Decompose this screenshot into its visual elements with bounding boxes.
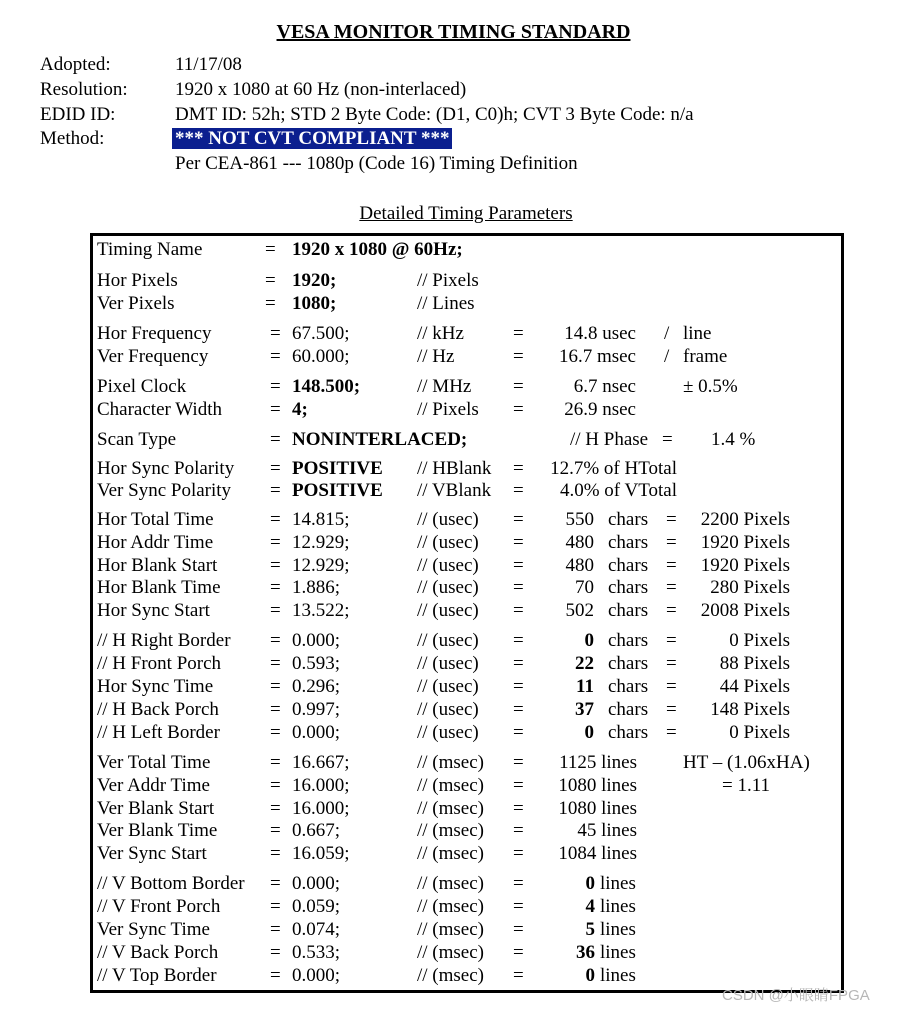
- row-unit: // (msec): [417, 873, 485, 894]
- eq-sign: =: [270, 775, 281, 796]
- row-label: // H Right Border: [97, 630, 231, 651]
- row-value: 0.997;: [292, 699, 341, 720]
- h-phase-value: 1.4 %: [711, 429, 756, 450]
- row-label: Ver Sync Start: [97, 843, 207, 864]
- lines-label: lines: [600, 896, 636, 917]
- row-value: 12.929;: [292, 532, 350, 553]
- vt-note: HT – (1.06xHA): [683, 752, 810, 773]
- row-value: 12.929;: [292, 555, 350, 576]
- row-chars: 480: [565, 532, 594, 553]
- row-label: Ver Addr Time: [97, 775, 210, 796]
- row-lines: 1080 lines: [558, 775, 637, 796]
- row-value: 14.815;: [292, 509, 350, 530]
- row-chars: 37: [575, 699, 594, 720]
- eq-sign: =: [666, 577, 677, 598]
- row-period: 16.7 msec: [558, 346, 636, 367]
- row-unit: // (msec): [417, 775, 485, 796]
- eq-sign: =: [666, 532, 677, 553]
- row-chars: 480: [565, 555, 594, 576]
- row-unit: // (msec): [417, 843, 485, 864]
- scan-type-value: NONINTERLACED;: [292, 429, 468, 450]
- chars-label: chars: [608, 509, 649, 530]
- eq-sign: =: [513, 965, 524, 986]
- row-pixels: 148 Pixels: [710, 699, 790, 720]
- eq-sign: =: [666, 676, 677, 697]
- eq-sign: =: [513, 555, 524, 576]
- row-lines: 1125 lines: [559, 752, 637, 773]
- adopted-value: 11/17/08: [175, 54, 242, 75]
- row-pixels: 1920 Pixels: [700, 555, 790, 576]
- row-value: 0.000;: [292, 630, 341, 651]
- eq-sign: =: [513, 722, 524, 743]
- row-label: Hor Sync Time: [97, 676, 214, 697]
- row-period: 6.7 nsec: [573, 376, 636, 397]
- eq-sign: =: [265, 293, 276, 314]
- eq-sign: =: [513, 509, 524, 530]
- resolution-value: 1920 x 1080 at 60 Hz (non-interlaced): [175, 79, 467, 100]
- row-chars: 550: [565, 509, 594, 530]
- eq-sign: =: [513, 653, 524, 674]
- row-chars: 502: [565, 600, 594, 621]
- row-value: 0.000;: [292, 722, 341, 743]
- row-unit: // (usec): [417, 555, 479, 576]
- row-label: Hor Sync Start: [97, 600, 210, 621]
- adopted-label: Adopted:: [40, 54, 111, 75]
- row-unit: // (usec): [417, 699, 479, 720]
- eq-sign: =: [270, 532, 281, 553]
- section-subtitle: Detailed Timing Parameters: [359, 203, 573, 224]
- row-value: POSITIVE: [292, 480, 383, 501]
- eq-sign: =: [513, 798, 524, 819]
- row-value: 16.667;: [292, 752, 350, 773]
- slash: /: [664, 323, 670, 344]
- eq-sign: =: [513, 376, 524, 397]
- row-chars: 70: [575, 577, 594, 598]
- row-value: 0.000;: [292, 873, 341, 894]
- row-value: 0.000;: [292, 965, 341, 986]
- row-value: POSITIVE: [292, 458, 383, 479]
- row-label: Ver Total Time: [97, 752, 211, 773]
- eq-sign: =: [270, 676, 281, 697]
- lines-label: lines: [600, 942, 636, 963]
- row-unit: // Lines: [417, 293, 475, 314]
- row-lines: 45 lines: [577, 820, 637, 841]
- row-unit: // HBlank: [417, 458, 492, 479]
- row-unit: // (msec): [417, 896, 485, 917]
- eq-sign: =: [270, 458, 281, 479]
- row-unit: // (msec): [417, 919, 485, 940]
- scan-type-label: Scan Type: [97, 429, 177, 450]
- row-value: 0.074;: [292, 919, 341, 940]
- row-pixels: 1920 Pixels: [700, 532, 790, 553]
- row-period: 14.8 usec: [564, 323, 636, 344]
- eq-sign: =: [270, 323, 281, 344]
- row-value: 0.593;: [292, 653, 341, 674]
- row-pixels: 0 Pixels: [729, 722, 790, 743]
- watermark: CSDN @小眼睛FPGA: [722, 987, 870, 1004]
- row-label: Hor Pixels: [97, 270, 178, 291]
- row-label: // V Top Border: [97, 965, 217, 986]
- row-label: Pixel Clock: [97, 376, 187, 397]
- row-unit: // Pixels: [417, 399, 479, 420]
- eq-sign: =: [270, 376, 281, 397]
- row-value: 0.296;: [292, 676, 341, 697]
- row-value: 16.059;: [292, 843, 350, 864]
- eq-sign: =: [270, 752, 281, 773]
- lines-label: lines: [600, 965, 636, 986]
- eq-sign: =: [270, 577, 281, 598]
- eq-sign: =: [270, 630, 281, 651]
- row-lines: 1080 lines: [558, 798, 637, 819]
- row-value: 1.886;: [292, 577, 341, 598]
- row-label: Ver Sync Polarity: [97, 480, 232, 501]
- row-value: 148.500;: [292, 376, 361, 397]
- row-unit: // (msec): [417, 798, 485, 819]
- eq-sign: =: [513, 532, 524, 553]
- chars-label: chars: [608, 653, 649, 674]
- eq-sign: =: [270, 509, 281, 530]
- row-line-count: 4: [585, 896, 595, 917]
- row-value: 16.000;: [292, 775, 350, 796]
- eq-sign: =: [513, 480, 524, 501]
- slash: /: [664, 346, 670, 367]
- eq-sign: =: [270, 600, 281, 621]
- row-chars: 0: [584, 630, 594, 651]
- eq-sign: =: [270, 346, 281, 367]
- eq-sign: =: [513, 843, 524, 864]
- eq-sign: =: [270, 919, 281, 940]
- row-value: 1920;: [292, 270, 337, 291]
- eq-sign: =: [513, 919, 524, 940]
- method-value: [172, 128, 452, 150]
- eq-sign: =: [662, 429, 673, 450]
- row-value: 13.522;: [292, 600, 350, 621]
- eq-sign: =: [270, 843, 281, 864]
- eq-sign: =: [513, 676, 524, 697]
- row-unit: // (msec): [417, 820, 485, 841]
- eq-sign: =: [270, 873, 281, 894]
- row-unit: // (usec): [417, 676, 479, 697]
- row-label: Hor Addr Time: [97, 532, 214, 553]
- row-pixels: 2008 Pixels: [700, 600, 790, 621]
- row-pixels: 280 Pixels: [710, 577, 790, 598]
- row-label: // H Left Border: [97, 722, 220, 743]
- eq-sign: =: [513, 630, 524, 651]
- row-label: Hor Total Time: [97, 509, 214, 530]
- row-value: 1080;: [292, 293, 337, 314]
- eq-sign: =: [265, 239, 276, 260]
- eq-sign: =: [513, 775, 524, 796]
- row-value: 0.533;: [292, 942, 341, 963]
- row-value: 0.059;: [292, 896, 341, 917]
- row-unit: // (usec): [417, 600, 479, 621]
- eq-sign: =: [270, 555, 281, 576]
- eq-sign: =: [513, 323, 524, 344]
- row-unit: // (usec): [417, 630, 479, 651]
- eq-sign: =: [513, 752, 524, 773]
- row-unit: // Pixels: [417, 270, 479, 291]
- vt-note-value: = 1.11: [722, 775, 771, 796]
- row-unit: // (msec): [417, 965, 485, 986]
- eq-sign: =: [513, 942, 524, 963]
- eq-sign: =: [270, 653, 281, 674]
- row-pixels: 0 Pixels: [729, 630, 790, 651]
- page-title: VESA MONITOR TIMING STANDARD: [276, 21, 631, 43]
- eq-sign: =: [265, 270, 276, 291]
- eq-sign: =: [513, 600, 524, 621]
- chars-label: chars: [608, 722, 649, 743]
- method-note: Per CEA-861 --- 1080p (Code 16) Timing Definition: [175, 153, 578, 174]
- row-value: 4;: [292, 399, 308, 420]
- row-unit: // (usec): [417, 653, 479, 674]
- eq-sign: =: [270, 896, 281, 917]
- row-unit: // kHz: [417, 323, 464, 344]
- row-unit: // (usec): [417, 509, 479, 530]
- row-value: 16.000;: [292, 798, 350, 819]
- row-label: Ver Blank Start: [97, 798, 215, 819]
- chars-label: chars: [608, 532, 649, 553]
- eq-sign: =: [270, 429, 281, 450]
- row-unit: // MHz: [417, 376, 472, 397]
- row-value: 0.667;: [292, 820, 341, 841]
- chars-label: chars: [608, 577, 649, 598]
- row-label: Hor Frequency: [97, 323, 212, 344]
- row-label: // V Back Porch: [97, 942, 219, 963]
- row-unit: // (msec): [417, 942, 485, 963]
- eq-sign: =: [513, 577, 524, 598]
- row-label: Hor Blank Start: [97, 555, 218, 576]
- row-lines: 1084 lines: [558, 843, 637, 864]
- chars-label: chars: [608, 555, 649, 576]
- eq-sign: =: [513, 820, 524, 841]
- eq-sign: =: [513, 458, 524, 479]
- lines-label: lines: [600, 873, 636, 894]
- row-chars: 11: [576, 676, 594, 697]
- chars-label: chars: [608, 600, 649, 621]
- row-label: // H Front Porch: [97, 653, 222, 674]
- eq-sign: =: [270, 722, 281, 743]
- eq-sign: =: [666, 699, 677, 720]
- eq-sign: =: [270, 480, 281, 501]
- timing-name-value: 1920 x 1080 @ 60Hz;: [292, 239, 463, 260]
- row-label: Hor Sync Polarity: [97, 458, 235, 479]
- row-value: 60.000;: [292, 346, 350, 367]
- eq-sign: =: [270, 965, 281, 986]
- edid-label: EDID ID:: [40, 104, 116, 125]
- row-line-count: 0: [585, 965, 595, 986]
- eq-sign: =: [666, 653, 677, 674]
- eq-sign: =: [666, 555, 677, 576]
- timing-name-label: Timing Name: [97, 239, 203, 260]
- row-pixels: 88 Pixels: [719, 653, 790, 674]
- eq-sign: =: [270, 399, 281, 420]
- row-chars: 22: [575, 653, 594, 674]
- row-label: Ver Pixels: [97, 293, 175, 314]
- row-line-count: 0: [585, 873, 595, 894]
- eq-sign: =: [666, 722, 677, 743]
- row-period: 26.9 nsec: [564, 399, 636, 420]
- not-cvt-compliant-badge: *** NOT CVT COMPLIANT ***: [172, 128, 452, 149]
- chars-label: chars: [608, 676, 649, 697]
- eq-sign: =: [270, 942, 281, 963]
- row-unit: // (usec): [417, 577, 479, 598]
- resolution-label: Resolution:: [40, 79, 128, 100]
- lines-label: lines: [600, 919, 636, 940]
- row-unit: // VBlank: [417, 480, 492, 501]
- eq-sign: =: [666, 600, 677, 621]
- edid-value: DMT ID: 52h; STD 2 Byte Code: (D1, C0)h; CVT 3 Byte Code: n/a: [175, 104, 694, 125]
- row-label: // V Front Porch: [97, 896, 221, 917]
- row-unit: // Hz: [417, 346, 455, 367]
- row-per: line: [683, 323, 712, 344]
- row-unit: // (usec): [417, 532, 479, 553]
- chars-label: chars: [608, 630, 649, 651]
- row-chars: 0: [584, 722, 594, 743]
- row-label: Hor Blank Time: [97, 577, 221, 598]
- eq-sign: =: [513, 399, 524, 420]
- row-line-count: 5: [585, 919, 595, 940]
- eq-sign: =: [666, 630, 677, 651]
- row-unit: // (msec): [417, 752, 485, 773]
- row-blank-percent: 12.7% of HTotal: [550, 458, 677, 479]
- eq-sign: =: [270, 820, 281, 841]
- eq-sign: =: [270, 798, 281, 819]
- eq-sign: =: [513, 873, 524, 894]
- eq-sign: =: [513, 699, 524, 720]
- row-tolerance: ± 0.5%: [683, 376, 738, 397]
- row-per: frame: [683, 346, 728, 367]
- row-label: // H Back Porch: [97, 699, 219, 720]
- eq-sign: =: [270, 699, 281, 720]
- row-label: Ver Sync Time: [97, 919, 210, 940]
- h-phase-label: // H Phase: [570, 429, 649, 450]
- row-label: // V Bottom Border: [97, 873, 245, 894]
- row-blank-percent: 4.0% of VTotal: [559, 480, 677, 501]
- eq-sign: =: [666, 509, 677, 530]
- row-unit: // (usec): [417, 722, 479, 743]
- chars-label: chars: [608, 699, 649, 720]
- row-pixels: 44 Pixels: [719, 676, 790, 697]
- row-pixels: 2200 Pixels: [700, 509, 790, 530]
- row-value: 67.500;: [292, 323, 350, 344]
- row-label: Character Width: [97, 399, 222, 420]
- row-line-count: 36: [576, 942, 595, 963]
- eq-sign: =: [513, 896, 524, 917]
- eq-sign: =: [513, 346, 524, 367]
- row-label: Ver Frequency: [97, 346, 209, 367]
- row-label: Ver Blank Time: [97, 820, 218, 841]
- method-label: Method:: [40, 128, 105, 149]
